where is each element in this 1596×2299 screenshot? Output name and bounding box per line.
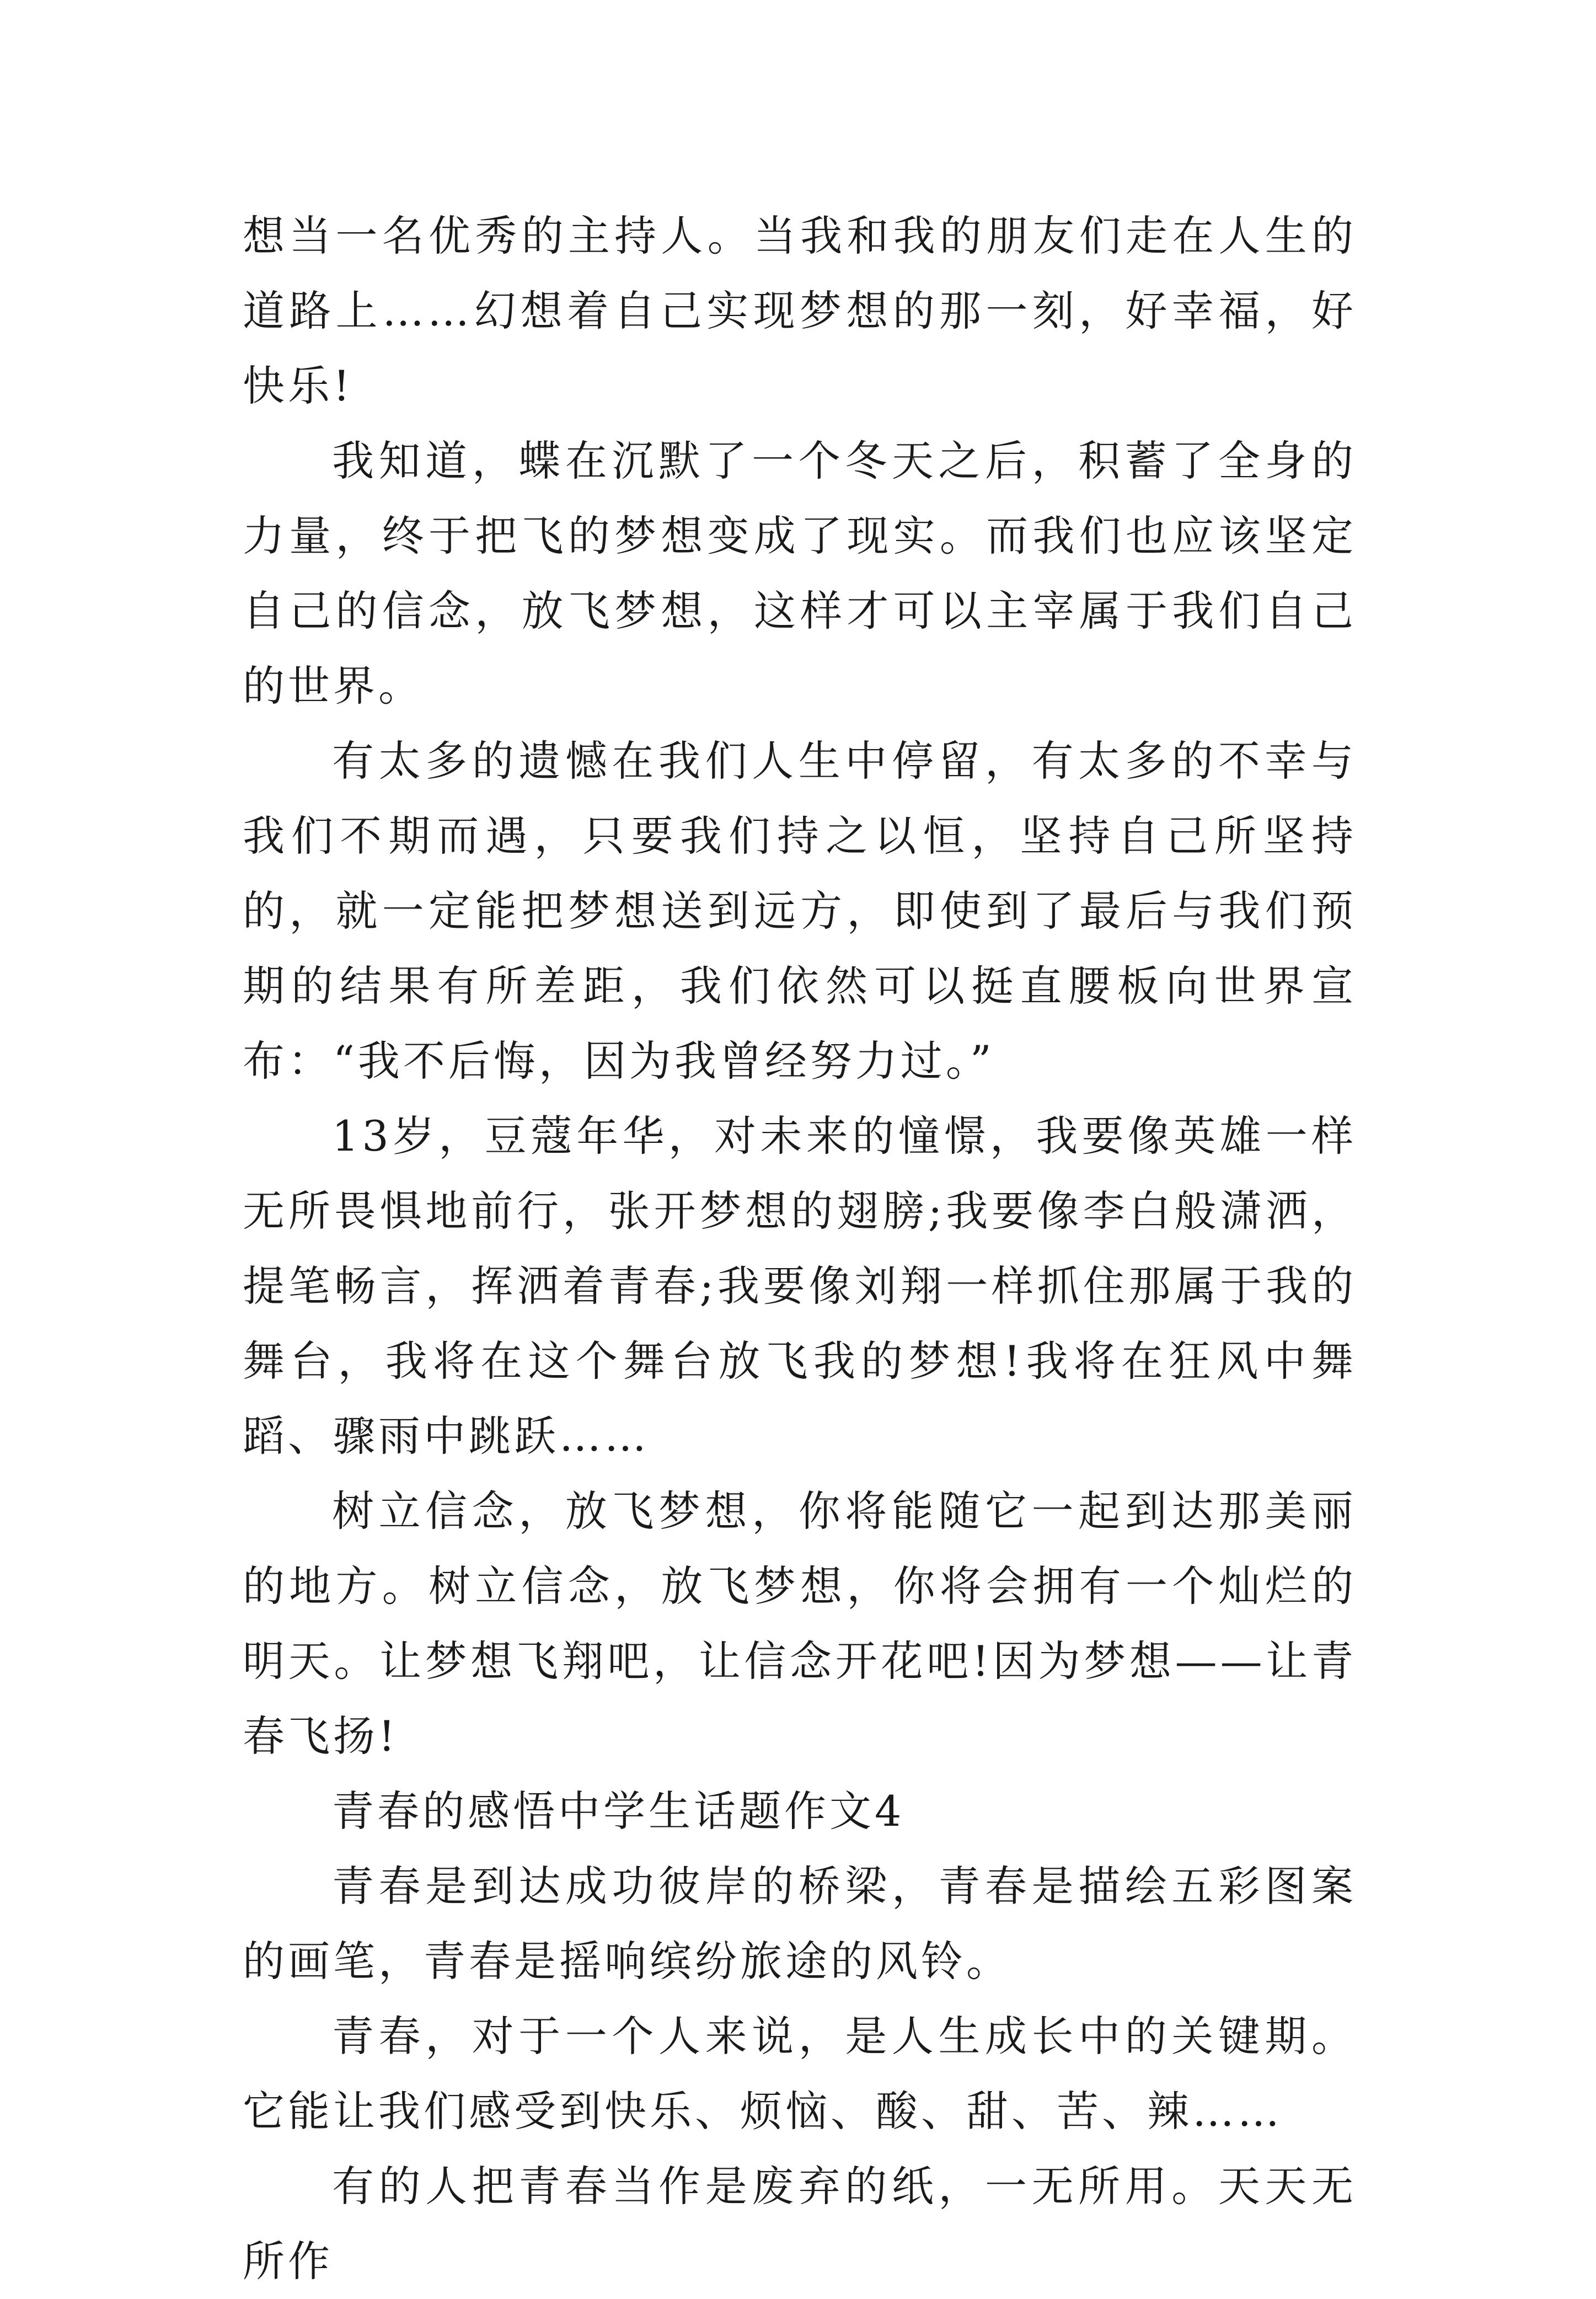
paragraph-6: 青春是到达成功彼岸的桥梁，青春是描绘五彩图案的画笔，青春是摇响缤纷旅途的风铃。: [243, 1862, 1357, 1986]
paragraph-2: 我知道，蝶在沉默了一个冬天之后，积蓄了全身的力量，终于把飞的梦想变成了现实。而我们也应该坚定自己的信念，放飞梦想，这样才可以主宰属于我们自己的世界。: [243, 436, 1357, 710]
paragraph-7: 青春，对于一个人来说，是人生成长中的关键期。它能让我们感受到快乐、烦恼、酸、甜、苦、辣……: [243, 2012, 1357, 2136]
document-body: [243, 199, 1357, 2299]
paragraph-4: 13岁，豆蔻年华，对未来的憧憬，我要像英雄一样无所畏惧地前行，张开梦想的翅膀;我要像李白般潇洒，提笔畅言，挥洒着青春;我要像刘翔一样抓住那属于我的舞台，我将在这个舞台放飞我的梦想!我将在狂风中舞蹈、骤雨中跳跃……: [243, 1111, 1357, 1461]
paragraph-8: 有的人把青春当作是废弃的纸，一无所用。天天无所作: [243, 2162, 1357, 2286]
paragraph-1: 想当一名优秀的主持人。当我和我的朋友们走在人生的道路上……幻想着自己实现梦想的那一刻，好幸福，好快乐!: [243, 211, 1357, 410]
section-heading: 青春的感悟中学生话题作文4: [332, 1787, 905, 1836]
paragraph-3: 有太多的遗憾在我们人生中停留，有太多的不幸与我们不期而遇，只要我们持之以恒，坚持自己所坚持的，就一定能把梦想送到远方，即使到了最后与我们预期的结果有所差距，我们依然可以挺直腰板向世界宣布：“我不后悔，因为我曾经努力过。”: [243, 736, 1357, 1086]
paragraph-5: 树立信念，放飞梦想，你将能随它一起到达那美丽的地方。树立信念，放飞梦想，你将会拥有一个灿烂的明天。让梦想飞翔吧，让信念开花吧!因为梦想——让青春飞扬!: [243, 1487, 1357, 1761]
